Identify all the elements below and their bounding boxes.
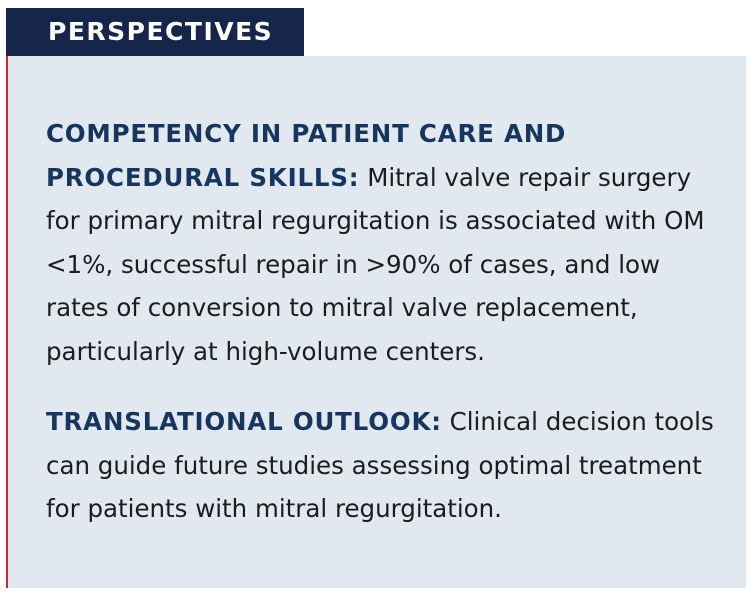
competency-heading-line-1: COMPETENCY IN PATIENT CARE AND — [46, 119, 567, 148]
competency-heading-line-2: PROCEDURAL SKILLS: — [46, 162, 360, 192]
perspectives-content — [46, 112, 726, 531]
translational-heading: TRANSLATIONAL OUTLOOK: — [46, 407, 442, 436]
translational-body: Clinical decision tools can guide future studies assessing optimal treatment for patients with mitral regurgitation. — [46, 407, 714, 523]
translational-paragraph — [46, 400, 726, 531]
perspectives-tab: PERSPECTIVES — [6, 8, 304, 56]
competency-body: Mitral valve repair surgery for primary mitral regurgitation is associated with OM <1%, successful repair in >90% of cases, and low rates of conversion to mitral valve replacement, particularly at high-volume centers. — [46, 162, 705, 366]
header-strip — [304, 8, 746, 56]
competency-paragraph — [46, 112, 726, 373]
